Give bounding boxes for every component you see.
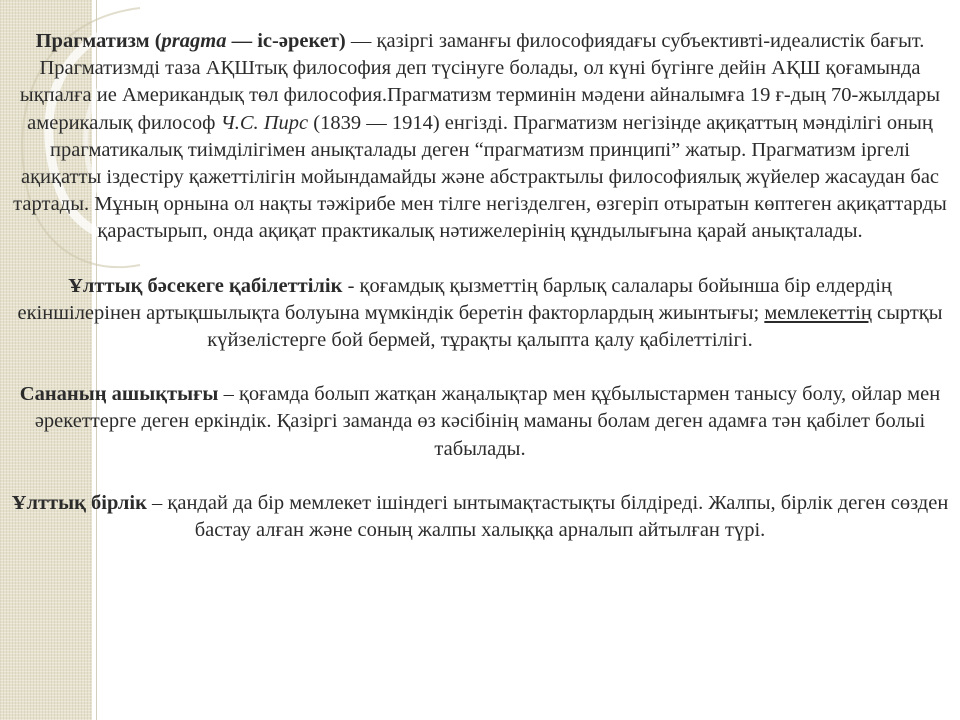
paragraph-openness-of-mind bbox=[8, 381, 952, 463]
paragraph-gap bbox=[8, 463, 952, 490]
term-pragmatism-label: Прагматизм ( bbox=[35, 30, 162, 52]
paragraph-gap bbox=[8, 246, 952, 273]
term-pragmatism-etymology: pragma bbox=[161, 30, 227, 52]
state-link[interactable]: мемлекеттің bbox=[764, 301, 872, 324]
philosopher-name: Ч.С. Пирс bbox=[220, 111, 309, 134]
paragraph-national-unity bbox=[8, 490, 952, 544]
pragmatism-definition-text: — қазіргі заманғы философиядағы субъективті-идеалистік бағыт. Прагматизмді таза АҚШтық философия деп түсінуге болады, ол күні бүгінге дейін АҚШ қоғамында ықпалға ие Американдық төл философия.Прагматизм терминін мәдени айналымға 19 ғ-дың 70-жылдары америкалық философ bbox=[19, 30, 941, 134]
term-pragmatism-translation: — іс-әрекет) bbox=[226, 30, 346, 52]
competitiveness-definition-end: сыртқы күйзелістерге бой бермей, тұрақты қалыпта қалу қабілеттілігі. bbox=[207, 301, 943, 352]
paragraph-pragmatism bbox=[8, 28, 952, 246]
term-pragmatism bbox=[36, 30, 346, 52]
unity-definition-text: – қандай да бір мемлекет ішіндегі ынтымақтастықты білдіреді. Жалпы, бірлік деген сөзден бастау алған және соның жалпы халыққа арналып айтылған түрі. bbox=[146, 491, 949, 542]
term-national-competitiveness: Ұлттық бәсекеге қабілеттілік bbox=[68, 274, 343, 297]
paragraph-national-competitiveness bbox=[8, 273, 952, 355]
term-national-unity: Ұлттық бірлік bbox=[11, 491, 147, 514]
openness-definition-text: – қоғамда болып жатқан жаңалықтар мен құбылыстармен танысу болу, ойлар мен әрекеттерге деген еркіндік. Қазіргі заманда өз кәсібінің маманы болам деген адамға тән қабілет болыі табылады. bbox=[34, 383, 941, 460]
competitiveness-definition-text: - қоғамдық қызметтің барлық салалары бойынша бір елдердің екіншілерінен артықшылықта болуына мүмкіндік беретін факторлардың жиынтығы; bbox=[17, 274, 892, 324]
pragmatism-description-text: (1839 — 1914) енгізді. Прагматизм негізінде ақиқаттың мәнділігі оның прагматикалық тиімділігімен анықталады деген “прагматизм принципі” жатыр. Прагматизм іргелі ақиқатты іздестіру қажеттілігін мойындамайды және абстрактылы философиялық жүйелер жасаудан бас тартады. Мұның орнына ол нақты тәжірибе мен тілге негізделген, өзгеріп отыратын көптеген ақиқаттарды қарастырып, онда ақиқат практикалық нәтижелерінің құндылығына қарай анықталады. bbox=[13, 111, 947, 243]
slide-content bbox=[8, 28, 952, 544]
term-openness-of-mind: Сананың ашықтығы bbox=[19, 383, 219, 406]
paragraph-gap bbox=[8, 354, 952, 381]
